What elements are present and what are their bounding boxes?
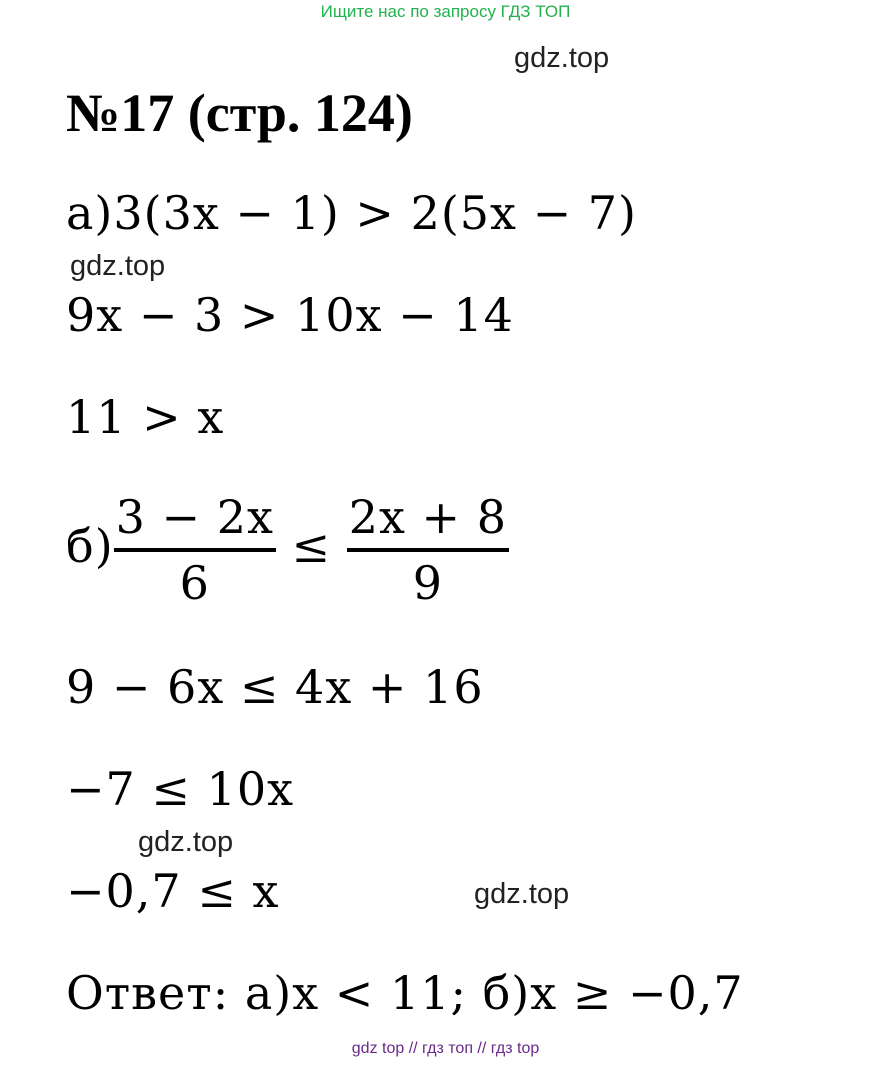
fraction-right-denominator: 9 [347,548,509,610]
fraction-right [347,490,509,610]
line-a3: 11 > x [66,390,225,444]
watermark: gdz.top [474,878,570,910]
line-b1-relation: ≤ [291,519,332,573]
line-b1-label: б) [66,519,114,573]
watermark: gdz.top [514,42,610,74]
footer-links[interactable]: gdz top // гдз топ // гдз top [351,1040,540,1057]
page-title: №17 (стр. 124) [66,83,413,143]
line-b1 [66,490,509,610]
line-b4: −0,7 ≤ x [66,864,280,918]
line-a2: 9x − 3 > 10x − 14 [66,288,514,342]
fraction-left-numerator: 3 − 2x [115,490,274,544]
fraction-left-denominator: 6 [114,548,276,610]
watermark: gdz.top [70,250,166,282]
fraction-left [114,490,276,610]
watermark: gdz.top [138,826,234,858]
answer-line: Ответ: а)x < 11; б)x ≥ −0,7 [66,966,744,1020]
line-a1: а)3(3x − 1) > 2(5x − 7) [66,186,638,240]
line-b2: 9 − 6x ≤ 4x + 16 [66,660,484,714]
fraction-right-numerator: 2x + 8 [348,490,507,544]
line-b3: −7 ≤ 10x [66,762,295,816]
search-banner[interactable]: Ищите нас по запросу ГДЗ ТОП [320,2,571,21]
